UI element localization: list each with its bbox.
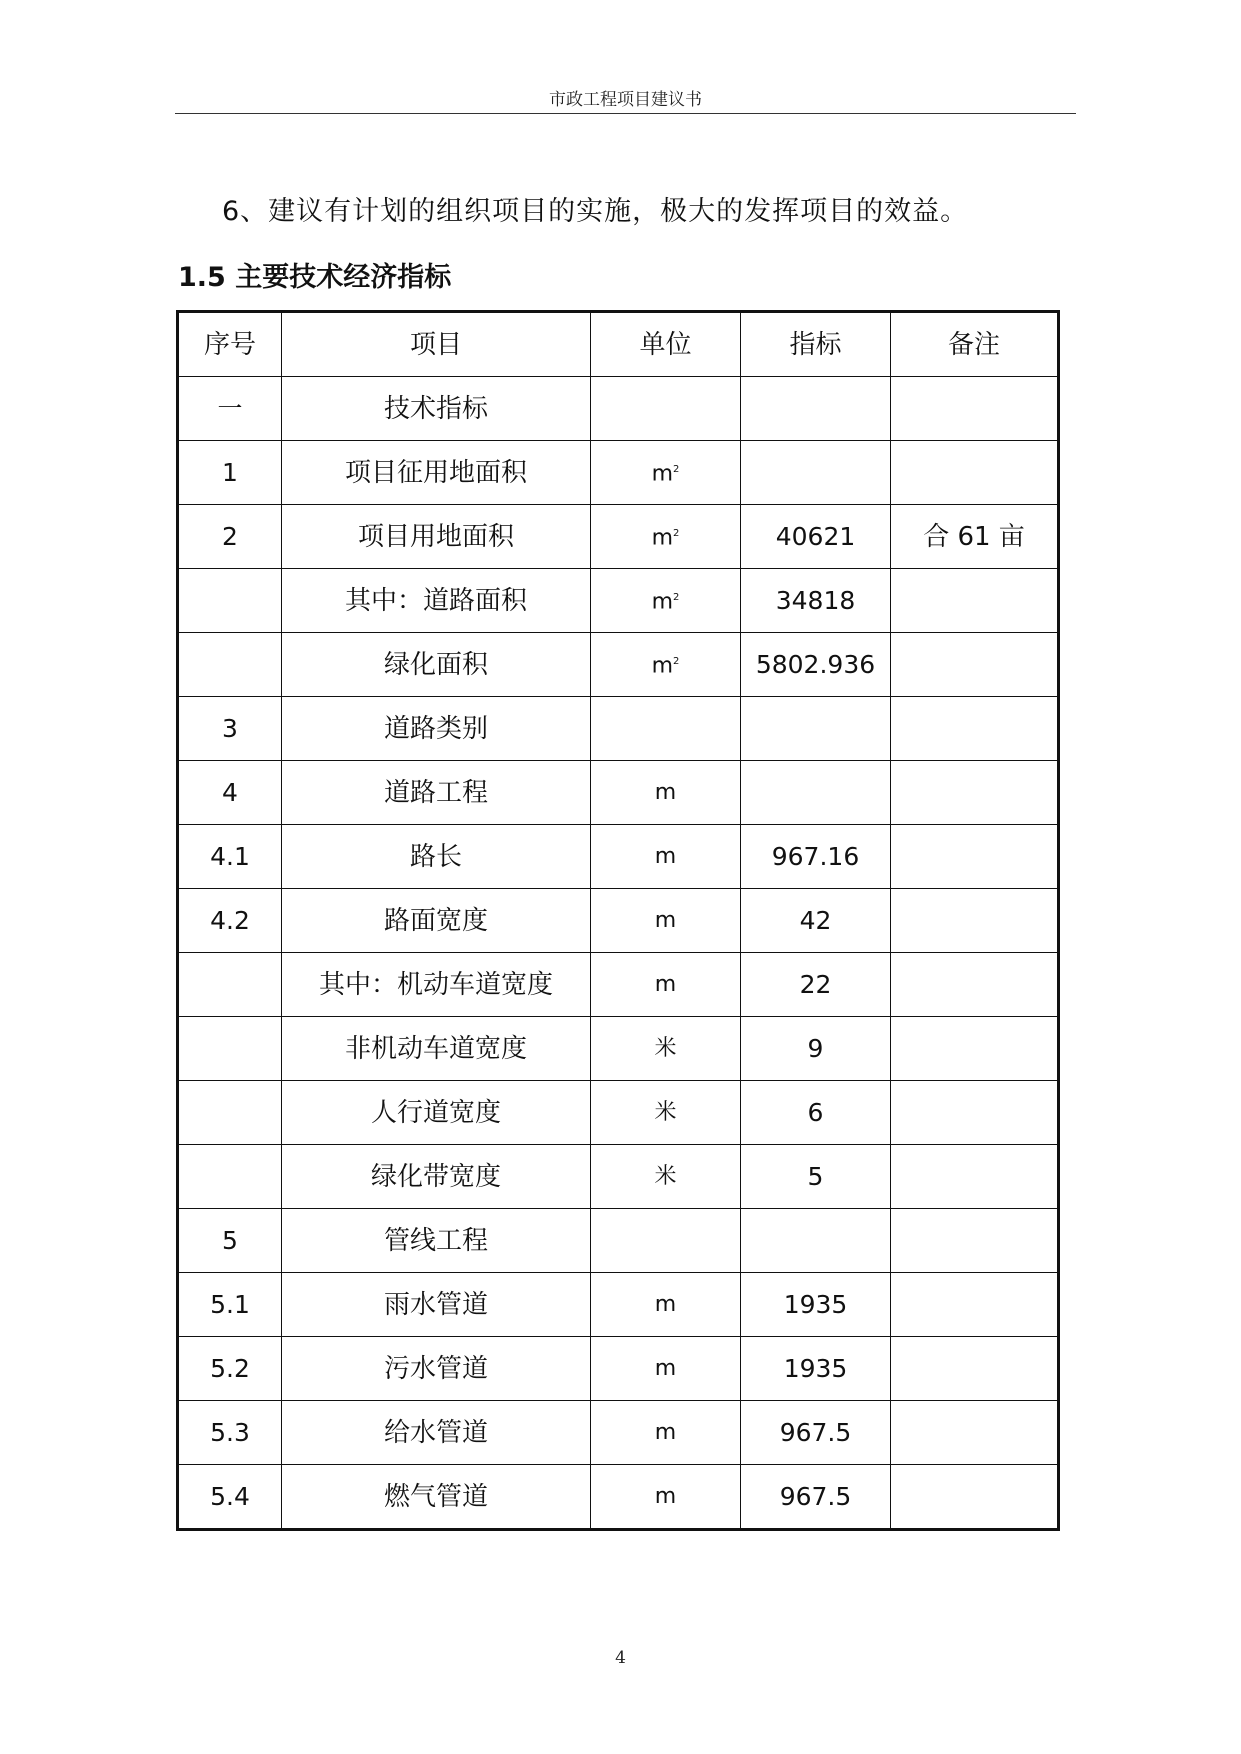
cell-no: [178, 1081, 282, 1145]
unit-symbol: 米: [654, 1035, 677, 1061]
cell-unit: [591, 1081, 741, 1145]
cell-value: 9: [741, 1017, 891, 1081]
cell-unit: [591, 1017, 741, 1081]
header-cell-item: 项目: [282, 312, 591, 377]
cell-no: [178, 953, 282, 1017]
unit-exponent: 2: [673, 464, 680, 476]
unit-symbol: 米: [654, 1099, 677, 1125]
cell-value: [741, 377, 891, 441]
cell-note: [891, 889, 1059, 953]
cell-item: 管线工程: [282, 1209, 591, 1273]
cell-unit: [591, 569, 741, 633]
table-row: [178, 505, 1059, 569]
cell-no: 一: [178, 377, 282, 441]
cell-note: [891, 953, 1059, 1017]
table-row: [178, 1401, 1059, 1465]
cell-note: [891, 569, 1059, 633]
cell-note: [891, 1145, 1059, 1209]
cell-item: 其中：机动车道宽度: [282, 953, 591, 1017]
cell-value: 5: [741, 1145, 891, 1209]
cell-no: [178, 1145, 282, 1209]
unit-symbol: m: [654, 971, 677, 997]
unit-symbol: m: [651, 461, 674, 487]
table-row: [178, 1209, 1059, 1273]
cell-note: [891, 1273, 1059, 1337]
unit-symbol: m: [654, 1291, 677, 1317]
cell-item: 绿化带宽度: [282, 1145, 591, 1209]
unit-exponent: 2: [673, 528, 680, 540]
cell-no: [178, 1017, 282, 1081]
header-cell-no: 序号: [178, 312, 282, 377]
cell-note: [891, 825, 1059, 889]
header-cell-note: 备注: [891, 312, 1059, 377]
header-cell-value: 指标: [741, 312, 891, 377]
cell-unit: [591, 761, 741, 825]
cell-item: 路长: [282, 825, 591, 889]
cell-no: 4.1: [178, 825, 282, 889]
cell-unit: [591, 1145, 741, 1209]
cell-no: 3: [178, 697, 282, 761]
unit-symbol: m: [654, 779, 677, 805]
cell-unit: [591, 377, 741, 441]
cell-value: [741, 441, 891, 505]
cell-note: [891, 1209, 1059, 1273]
table-row: [178, 441, 1059, 505]
table-row: [178, 697, 1059, 761]
cell-value: 5802.936: [741, 633, 891, 697]
cell-no: 5: [178, 1209, 282, 1273]
table-row: [178, 1081, 1059, 1145]
cell-note: [891, 1401, 1059, 1465]
cell-note: [891, 633, 1059, 697]
unit-symbol: m: [654, 1419, 677, 1445]
header-rule: [175, 113, 1076, 114]
cell-value: 42: [741, 889, 891, 953]
cell-no: 5.3: [178, 1401, 282, 1465]
cell-no: 5.2: [178, 1337, 282, 1401]
cell-item: 绿化面积: [282, 633, 591, 697]
cell-value: [741, 761, 891, 825]
cell-unit: [591, 441, 741, 505]
table-body: [178, 377, 1059, 1530]
cell-no: [178, 633, 282, 697]
cell-no: 4.2: [178, 889, 282, 953]
table-row: [178, 377, 1059, 441]
cell-note: [891, 1465, 1059, 1530]
cell-value: 1935: [741, 1337, 891, 1401]
cell-item: 污水管道: [282, 1337, 591, 1401]
unit-symbol: 米: [654, 1163, 677, 1189]
cell-item: 道路类别: [282, 697, 591, 761]
cell-item: 燃气管道: [282, 1465, 591, 1530]
cell-unit: [591, 697, 741, 761]
table-row: [178, 569, 1059, 633]
cell-no: 5.1: [178, 1273, 282, 1337]
unit-symbol: m: [654, 1483, 677, 1509]
cell-item: 人行道宽度: [282, 1081, 591, 1145]
table-row: [178, 953, 1059, 1017]
cell-item: 项目征用地面积: [282, 441, 591, 505]
cell-value: 6: [741, 1081, 891, 1145]
cell-note: [891, 1337, 1059, 1401]
cell-no: 4: [178, 761, 282, 825]
cell-item: 其中：道路面积: [282, 569, 591, 633]
cell-note: [891, 697, 1059, 761]
cell-unit: [591, 633, 741, 697]
cell-no: [178, 569, 282, 633]
unit-symbol: m: [654, 907, 677, 933]
unit-symbol: m: [654, 843, 677, 869]
unit-symbol: m: [651, 653, 674, 679]
unit-exponent: 2: [673, 656, 680, 668]
cell-value: [741, 1209, 891, 1273]
table-row: [178, 761, 1059, 825]
cell-value: [741, 697, 891, 761]
cell-unit: [591, 1209, 741, 1273]
cell-unit: [591, 1401, 741, 1465]
cell-item: 路面宽度: [282, 889, 591, 953]
cell-value: 34818: [741, 569, 891, 633]
cell-item: 道路工程: [282, 761, 591, 825]
unit-symbol: m: [651, 589, 674, 615]
cell-unit: [591, 1337, 741, 1401]
indicators-table: [176, 310, 1060, 1531]
table-row: [178, 1273, 1059, 1337]
unit-symbol: m: [654, 1355, 677, 1381]
cell-note: [891, 1081, 1059, 1145]
cell-note: [891, 1017, 1059, 1081]
cell-value: 22: [741, 953, 891, 1017]
unit-symbol: m: [651, 525, 674, 551]
cell-value: 967.5: [741, 1401, 891, 1465]
cell-unit: [591, 825, 741, 889]
table-header-row: [178, 312, 1059, 377]
cell-no: 2: [178, 505, 282, 569]
table-row: [178, 1145, 1059, 1209]
cell-note: [891, 761, 1059, 825]
page-number: 4: [615, 1648, 626, 1668]
table-row: [178, 1017, 1059, 1081]
cell-item: 项目用地面积: [282, 505, 591, 569]
cell-note: 合 61 亩: [891, 505, 1059, 569]
cell-item: 雨水管道: [282, 1273, 591, 1337]
table-row: [178, 1465, 1059, 1530]
body-paragraph: 6、建议有计划的组织项目的实施，极大的发挥项目的效益。: [222, 196, 969, 227]
running-header: 市政工程项目建议书: [549, 90, 702, 110]
cell-item: 技术指标: [282, 377, 591, 441]
cell-item: 给水管道: [282, 1401, 591, 1465]
unit-exponent: 2: [673, 592, 680, 604]
table-row: [178, 825, 1059, 889]
section-title: 1.5 主要技术经济指标: [178, 262, 452, 293]
cell-unit: [591, 953, 741, 1017]
table-row: [178, 1337, 1059, 1401]
cell-unit: [591, 889, 741, 953]
table-row: [178, 889, 1059, 953]
cell-value: 967.16: [741, 825, 891, 889]
cell-value: 1935: [741, 1273, 891, 1337]
header-cell-unit: 单位: [591, 312, 741, 377]
cell-unit: [591, 505, 741, 569]
cell-item: 非机动车道宽度: [282, 1017, 591, 1081]
cell-note: [891, 441, 1059, 505]
table-row: [178, 633, 1059, 697]
cell-value: 967.5: [741, 1465, 891, 1530]
cell-note: [891, 377, 1059, 441]
cell-no: 5.4: [178, 1465, 282, 1530]
cell-unit: [591, 1273, 741, 1337]
cell-value: 40621: [741, 505, 891, 569]
cell-no: 1: [178, 441, 282, 505]
cell-unit: [591, 1465, 741, 1530]
